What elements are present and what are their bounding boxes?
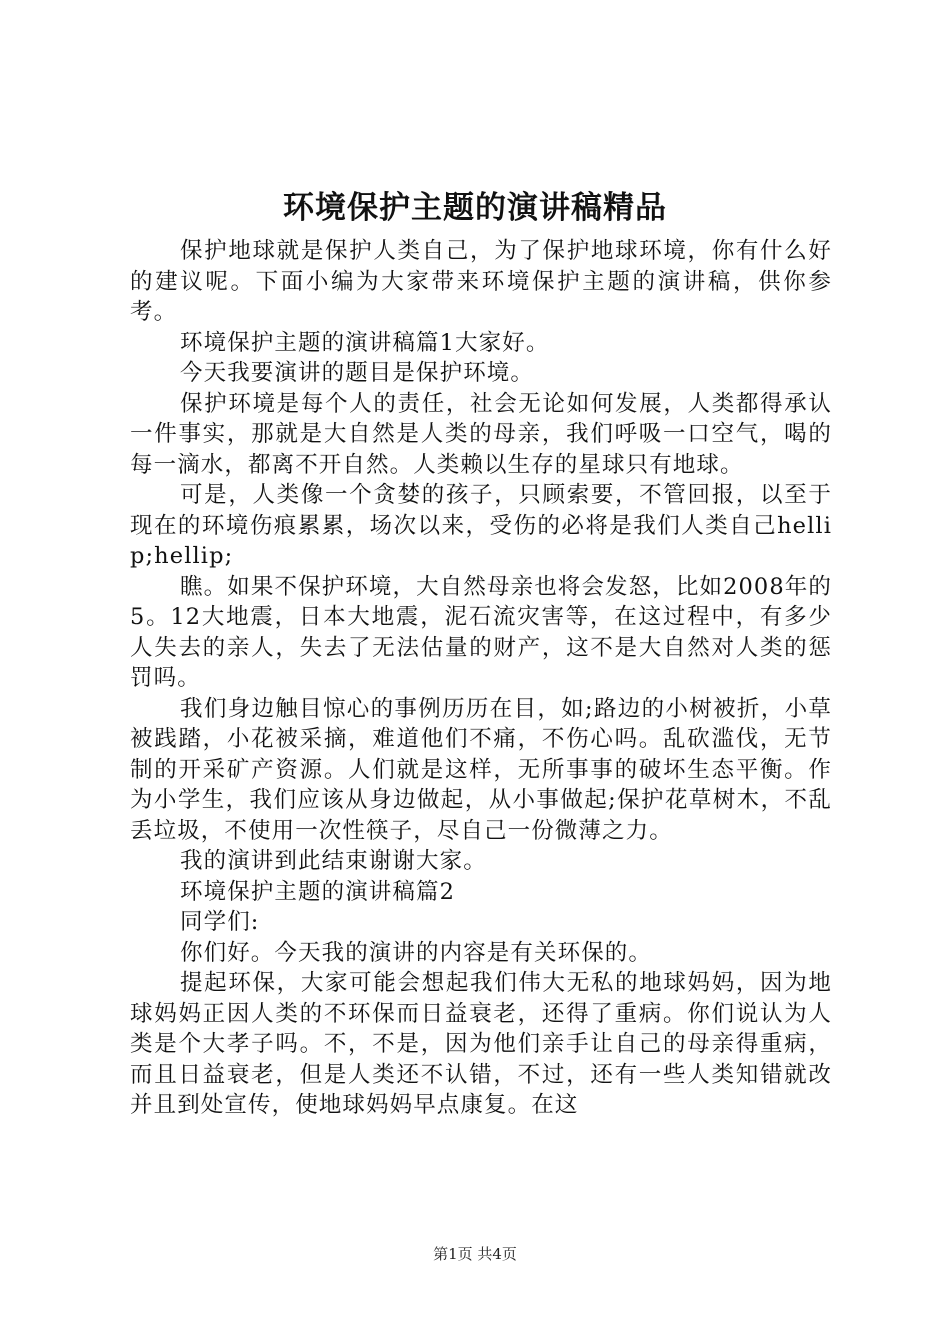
document-title: 环境保护主题的演讲稿精品 <box>283 190 667 226</box>
paragraph-examples: 我们身边触目惊心的事例历历在目，如;路边的小树被折，小草被践踏，小花被采摘，难道他们不痛，不伤心吗。乱砍滥伐，无节制的开采矿产资源。人们就是这样，无所事事的破坏生态平衡。作为小学生，我们应该从身边做起，从小事做起;保护花草树木，不乱丢垃圾，不使用一次性筷子，尽自己一份微薄之力。 <box>130 695 832 844</box>
paragraph-closing: 我的演讲到此结束谢谢大家。 <box>180 848 487 874</box>
page-footer: 第1页 共4页 <box>433 1245 517 1263</box>
paragraph-salutation: 同学们: <box>180 909 260 935</box>
paragraph-topic: 今天我要演讲的题目是保护环境。 <box>180 360 535 386</box>
paragraph-speech-1-heading: 环境保护主题的演讲稿篇1大家好。 <box>180 329 550 356</box>
paragraph-speech-2-heading: 环境保护主题的演讲稿篇2 <box>180 878 456 905</box>
paragraph-greeting: 你们好。今天我的演讲的内容是有关环保的。 <box>180 939 653 966</box>
paragraph-disasters: 瞧。如果不保护环境，大自然母亲也将会发怒，比如2008年的5。12大地震，日本大地震，泥石流灾害等，在这过程中，有多少人失去的亲人，失去了无法估量的财产，这不是大自然对人类的惩罚吗。 <box>130 573 832 691</box>
paragraph-intro: 保护地球就是保护人类自己，为了保护地球环境，你有什么好的建议呢。下面小编为大家带来环境保护主题的演讲稿，供你参考。 <box>130 238 832 325</box>
paragraph-greedy-child: 可是，人类像一个贪婪的孩子，只顾索要，不管回报，以至于现在的环境伤痕累累，场次以来，受伤的必将是我们人类自己hellip;hellip; <box>130 482 832 569</box>
paragraph-earth-mother: 提起环保，大家可能会想起我们伟大无私的地球妈妈，因为地球妈妈正因人类的不环保而日益衰老，还得了重病。你们说认为人类是个大孝子吗。不，不是，因为他们亲手让自己的母亲得重病，而且日益衰老，但是人类还不认错，不过，还有一些人类知错就改并且到处宣传，使地球妈妈早点康复。在这 <box>130 970 832 1118</box>
paragraph-responsibility: 保护环境是每个人的责任，社会无论如何发展，人类都得承认一件事实，那就是大自然是人类的母亲，我们呼吸一口空气，喝的每一滴水，都离不开自然。人类赖以生存的星球只有地球。 <box>130 390 832 478</box>
document-body <box>130 236 832 1121</box>
